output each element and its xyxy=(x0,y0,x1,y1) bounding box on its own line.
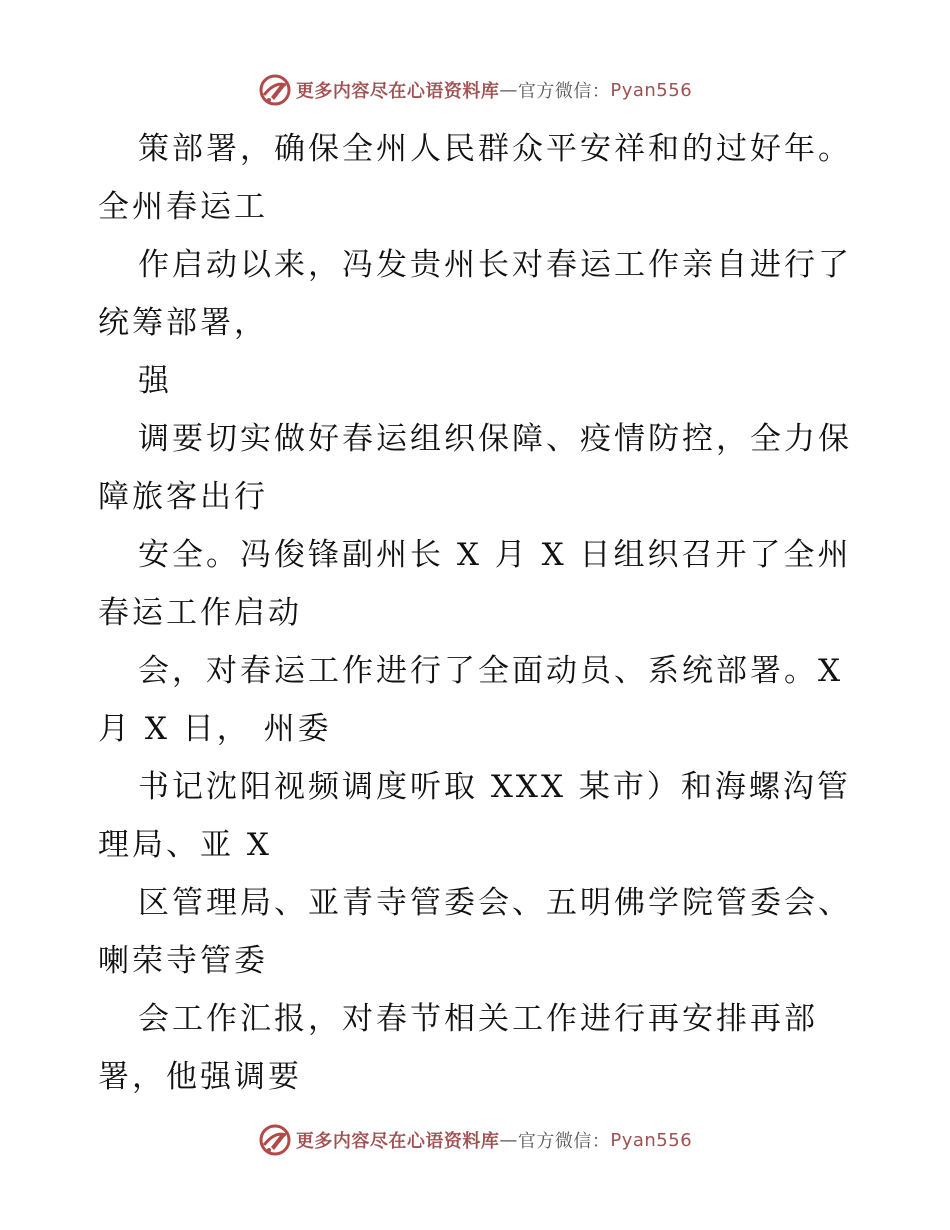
body-line: 春运工作启动 xyxy=(98,595,302,631)
body-line: 署，他强调要 xyxy=(98,1059,302,1095)
footer-wechat-label: 官方微信： xyxy=(517,1131,611,1152)
body-line: 障旅客出行 xyxy=(98,479,268,515)
body-line: 会，对春运工作进行了全面动员、系统部署。X xyxy=(138,653,844,689)
body-line: 书记沈阳视频调度听取 XXX 某市）和海螺沟管 xyxy=(138,769,851,805)
header-dash: — xyxy=(499,79,518,101)
body-line: 统筹部署， xyxy=(98,305,268,341)
body-line: 区管理局、亚青寺管委会、五明佛学院管委会、 xyxy=(138,885,852,921)
footer-dash: — xyxy=(499,1129,518,1151)
body-line: 月 X 日， 州委 xyxy=(98,711,332,747)
body-line: 策部署，确保全州人民群众平安祥和的过好年。 xyxy=(138,131,852,167)
body-line: 理局、亚 X xyxy=(98,827,272,863)
header-wechat-label: 官方微信： xyxy=(517,81,611,102)
logo-icon xyxy=(258,1123,292,1157)
footer-brand-text: 更多内容尽在心语资料库 xyxy=(295,1131,500,1152)
body-line: 调要切实做好春运组织保障、疫情防控，全力保 xyxy=(138,421,852,457)
header-wechat-id: Pyan556 xyxy=(610,79,693,101)
footer-wechat-id: Pyan556 xyxy=(610,1129,693,1151)
body-line: 全州春运工 xyxy=(98,189,268,225)
logo-icon xyxy=(258,73,292,107)
footer-banner xyxy=(0,1120,950,1160)
header-brand-text: 更多内容尽在心语资料库 xyxy=(295,81,500,102)
body-line: 会工作汇报，对春节相关工作进行再安排再部 xyxy=(138,1001,818,1037)
body-line: 喇荣寺管委 xyxy=(98,943,268,979)
body-line: 强 xyxy=(138,363,172,399)
body-line: 安全。冯俊锋副州长 X 月 X 日组织召开了全州 xyxy=(138,537,852,573)
body-line: 作启动以来，冯发贵州长对春运工作亲自进行了 xyxy=(138,247,852,283)
document-body xyxy=(98,120,858,1106)
header-banner xyxy=(0,70,950,110)
